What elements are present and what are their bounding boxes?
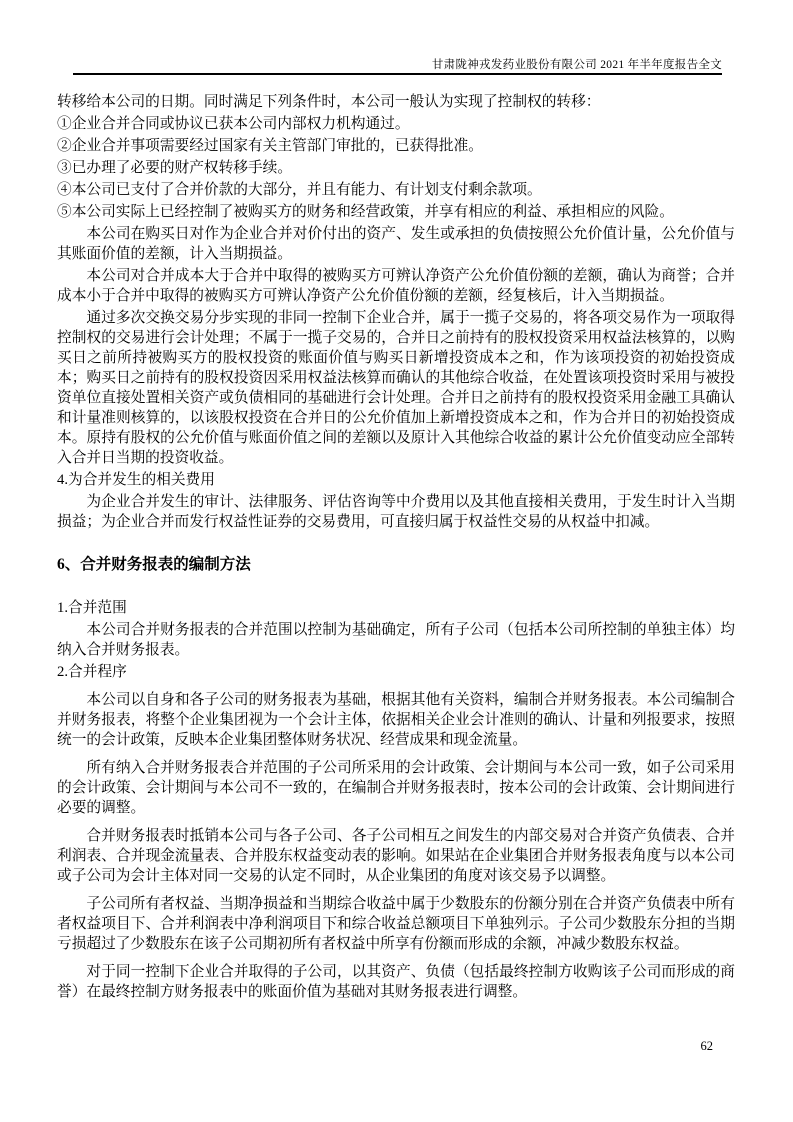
paragraph: 本公司对合并成本大于合并中取得的被购买方可辨认净资产公允价值份额的差额，确认为商誉；合并成本小于合并中取得的被购买方可辨认净资产公允价值份额的差额，经复核后，计入当期损益。 xyxy=(57,268,735,304)
section-heading-consolidation-method: 6、合并财务报表的编制方法 xyxy=(57,556,251,573)
subheading-consolidation-scope: 1.合并范围 xyxy=(57,600,127,616)
page-number: 62 xyxy=(700,1039,713,1053)
subheading-merger-fees: 4.为合并发生的相关费用 xyxy=(57,472,215,488)
paragraph: 转移给本公司的日期。同时满足下列条件时，本公司一般认为实现了控制权的转移： xyxy=(57,94,601,110)
paragraph: 本公司在购买日对作为企业合并对价付出的资产、发生或承担的负债按照公允价值计量，公允价值与其账面价值的差额，计入当期损益。 xyxy=(57,226,735,262)
paragraph-condition-2: ②企业合并事项需要经过国家有关主管部门审批的，已获得批准。 xyxy=(57,138,483,154)
paragraph-condition-3: ③已办理了必要的财产权转移手续。 xyxy=(57,160,293,176)
paragraph: 对于同一控制下企业合并取得的子公司，以其资产、负债（包括最终控制方收购该子公司而形成的商誉）在最终控制方财务报表中的账面价值为基础对其财务报表进行调整。 xyxy=(57,964,735,1000)
paragraph: 为企业合并发生的审计、法律服务、评估咨询等中介费用以及其他直接相关费用，于发生时计入当期损益；为企业合并而发行权益性证券的交易费用，可直接归属于权益性交易的从权益中扣减。 xyxy=(57,494,735,530)
paragraph: 所有纳入合并财务报表合并范围的子公司所采用的会计政策、会计期间与本公司一致，如子公司采用的会计政策、会计期间与本公司不一致的，在编制合并财务报表时，按本公司的会计政策、会计期间进行必要的调整。 xyxy=(57,760,735,816)
subheading-consolidation-procedure: 2.合并程序 xyxy=(57,664,127,680)
page-header-title: 甘肃陇神戎发药业股份有限公司 2021 年半年度报告全文 xyxy=(73,59,722,75)
paragraph-condition-4: ④本公司已支付了合并价款的大部分，并且有能力、有计划支付剩余款项。 xyxy=(57,182,542,198)
paragraph: 通过多次交换交易分步实现的非同一控制下企业合并，属于一揽子交易的，将各项交易作为一项取得控制权的交易进行会计处理；不属于一揽子交易的，合并日之前持有的股权投资采用权益法核算的，以购买日之前所持被购买方的股权投资的账面价值与购买日新增投资成本之和，作为该项投资的初始投资成本；购买日之前持有的股权投资因采用权益法核算而确认的其他综合收益，在处置该项投资时采用与被投资单位直接处置相关资产或负债相同的基础进行会计处理。合并日之前持有的股权投资采用金融工具确认和计量准则核算的，以该股权投资在合并日的公允价值加上新增投资成本之和，作为合并日的初始投资成本。原持有股权的公允价值与账面价值之间的差额以及原计入其他综合收益的累计公允价值变动应全部转入合并日当期的投资收益。 xyxy=(57,310,735,466)
document-body xyxy=(57,92,735,1004)
paragraph: 本公司以自身和各子公司的财务报表为基础，根据其他有关资料，编制合并财务报表。本公司编制合并财务报表，将整个企业集团视为一个会计主体，依据相关企业会计准则的确认、计量和列报要求，按照统一的会计政策，反映本企业集团整体财务状况、经营成果和现金流量。 xyxy=(57,692,735,748)
paragraph: 子公司所有者权益、当期净损益和当期综合收益中属于少数股东的份额分别在合并资产负债表中所有者权益项目下、合并利润表中净利润项目下和综合收益总额项目下单独列示。子公司少数股东分担的当期亏损超过了少数股东在该子公司期初所有者权益中所享有份额而形成的余额，冲减少数股东权益。 xyxy=(57,896,735,952)
paragraph: 本公司合并财务报表的合并范围以控制为基础确定，所有子公司（包括本公司所控制的单独主体）均纳入合并财务报表。 xyxy=(57,622,735,658)
paragraph-condition-1: ①企业合并合同或协议已获本公司内部权力机构通过。 xyxy=(57,116,410,132)
paragraph-condition-5: ⑤本公司实际上已经控制了被购买方的财务和经营政策，并享有相应的利益、承担相应的风险。 xyxy=(57,204,674,220)
paragraph: 合并财务报表时抵销本公司与各子公司、各子公司相互之间发生的内部交易对合并资产负债表、合并利润表、合并现金流量表、合并股东权益变动表的影响。如果站在企业集团合并财务报表角度与以本公司或子公司为会计主体对同一交易的认定不同时，从企业集团的角度对该交易予以调整。 xyxy=(57,828,735,884)
